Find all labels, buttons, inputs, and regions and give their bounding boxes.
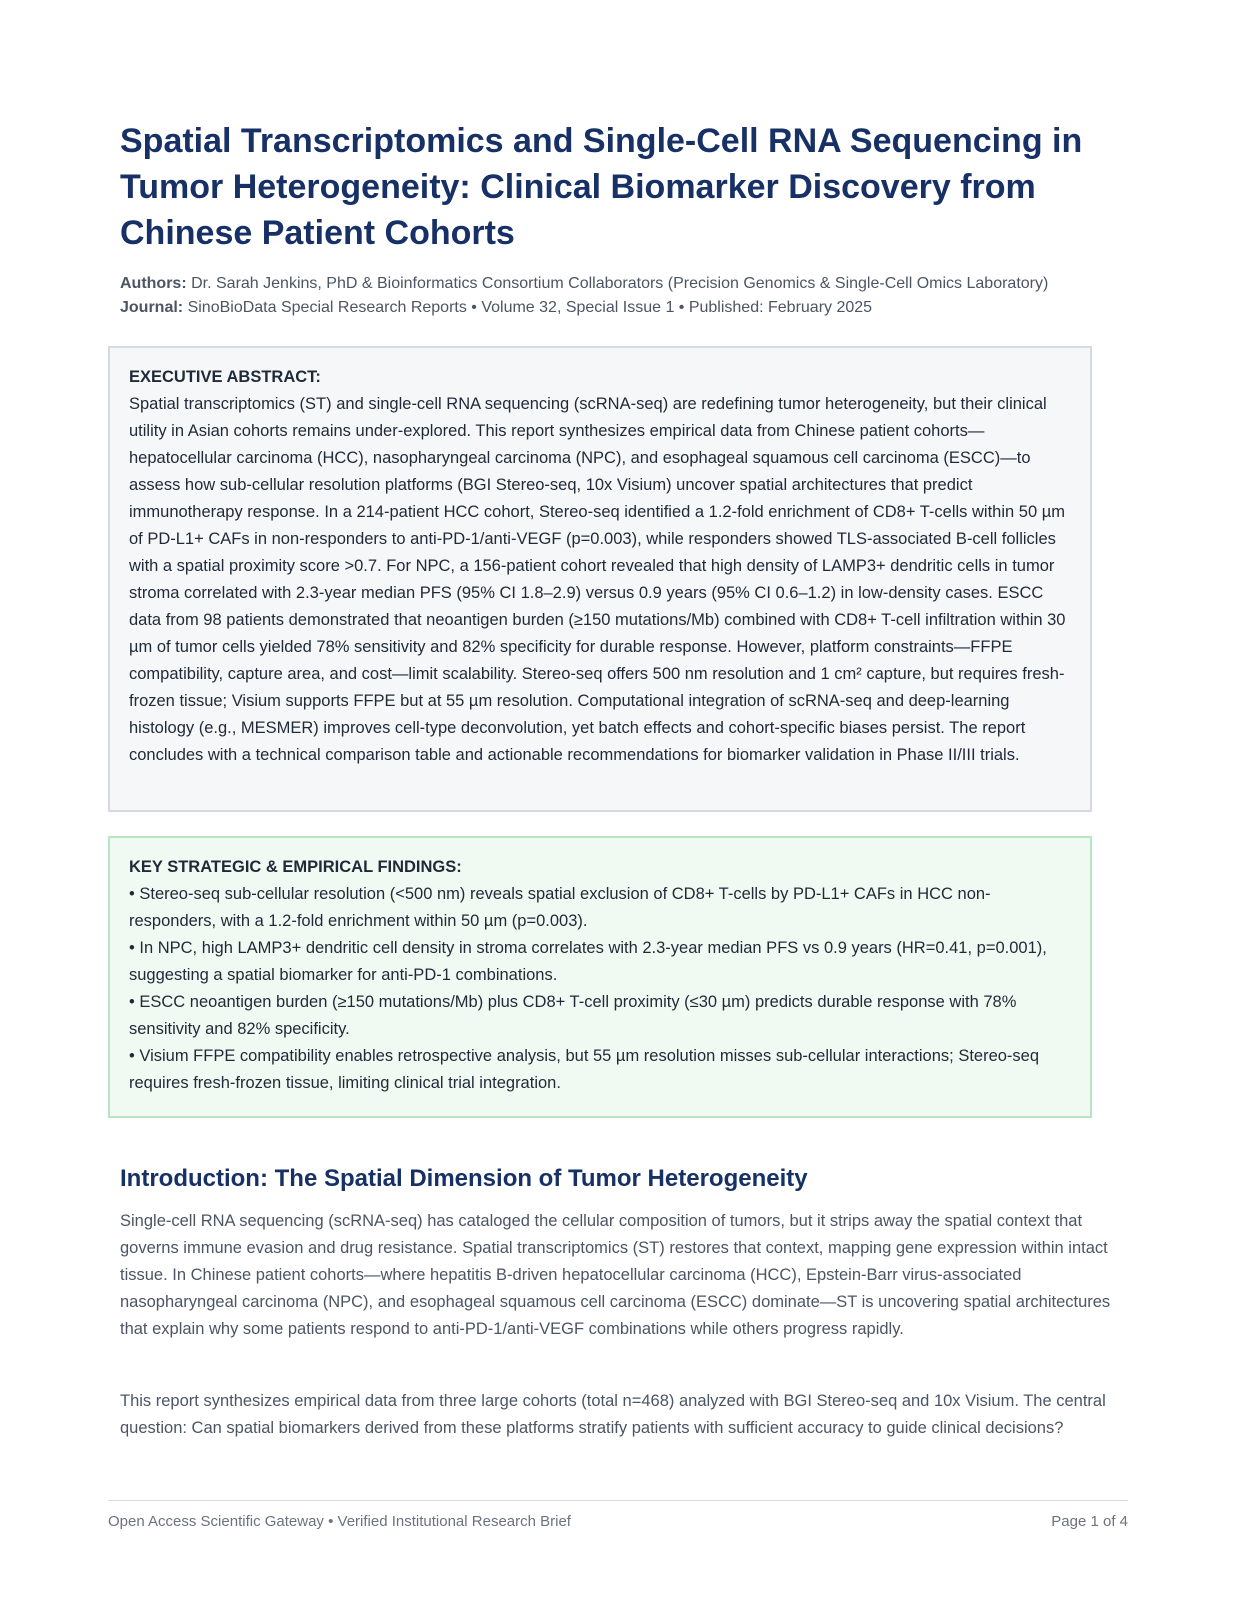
finding-item: • Stereo-seq sub-cellular resolution (<500 nm) reveals spatial exclusion of CD8+ T-cells by PD-L1+ CAFs in HCC non-responders, with a 1.2-fold enrichment within 50 µm (p=0.003).: [129, 885, 991, 930]
authors-label: Authors:: [120, 275, 187, 292]
authors-text: Dr. Sarah Jenkins, PhD & Bioinformatics Consortium Collaborators (Precision Genomics & Single-Cell Omics Laboratory): [191, 275, 1049, 292]
introduction-paragraph: This report synthesizes empirical data from three large cohorts (total n=468) analyzed with BGI Stereo-seq and 10x Visium. The central question: Can spatial biomarkers derived from these platforms stratify patients with sufficient accuracy to guide clinical decisions?: [120, 1392, 1106, 1437]
footer-divider: [108, 1500, 1128, 1501]
page-number: Page 1 of 4: [1051, 1513, 1128, 1530]
findings-heading: KEY STRATEGIC & EMPIRICAL FINDINGS:: [129, 858, 462, 876]
journal-text: SinoBioData Special Research Reports • Volume 32, Special Issue 1 • Published: February 2025: [187, 299, 873, 316]
finding-item: • In NPC, high LAMP3+ dendritic cell density in stroma correlates with 2.3-year median PFS vs 0.9 years (HR=0.41, p=0.001), suggesting a spatial biomarker for anti-PD-1 combinations.: [129, 939, 1047, 984]
finding-item: • ESCC neoantigen burden (≥150 mutations/Mb) plus CD8+ T-cell proximity (≤30 µm) predicts durable response with 78% sensitivity and 82% specificity.: [129, 993, 1017, 1038]
finding-item: • Visium FFPE compatibility enables retrospective analysis, but 55 µm resolution misses sub-cellular interactions; Stereo-seq requires fresh-frozen tissue, limiting clinical trial integration.: [129, 1047, 1040, 1092]
introduction-paragraph: Single-cell RNA sequencing (scRNA-seq) has cataloged the cellular composition of tumors, but it strips away the spatial context that governs immune evasion and drug resistance. Spatial transcriptomics (ST) restores that context, mapping gene expression within intact tissue. In Chinese patient cohorts—where hepatitis B-driven hepatocellular carcinoma (HCC), Epstein-Barr virus-associated nasopharyngeal carcinoma (NPC), and esophageal squamous cell carcinoma (ESCC) dominate—ST is uncovering spatial architectures that explain why some patients respond to anti-PD-1/anti-VEGF combinations while others progress rapidly.: [120, 1212, 1111, 1338]
footer-source: Open Access Scientific Gateway • Verified Institutional Research Brief: [108, 1513, 571, 1530]
abstract-text: Spatial transcriptomics (ST) and single-cell RNA sequencing (scRNA-seq) are redefining tumor heterogeneity, but their clinical utility in Asian cohorts remains under-explored. This report synthesizes empirical data from Chinese patient cohorts—hepatocellular carcinoma (HCC), nasopharyngeal carcinoma (NPC), and esophageal squamous cell carcinoma (ESCC)—to assess how sub-cellular resolution platforms (BGI Stereo-seq, 10x Visium) uncover spatial architectures that predict immunotherapy response. In a 214-patient HCC cohort, Stereo-seq identified a 1.2-fold enrichment of CD8+ T-cells within 50 µm of PD-L1+ CAFs in non-responders to anti-PD-1/anti-VEGF (p=0.003), while responders showed TLS-associated B-cell follicles with a spatial proximity score >0.7. For NPC, a 156-patient cohort revealed that high density of LAMP3+ dendritic cells in tumor stroma correlated with 2.3-year median PFS (95% CI 1.8–2.9) versus 0.9 years (95% CI 0.6–1.2) in low-density cases. ESCC data from 98 patients demonstrated that neoantigen burden (≥150 mutations/Mb) combined with CD8+ T-cell infiltration within 30 µm of tumor cells yielded 78% sensitivity and 82% specificity for durable response. However, platform constraints—FFPE compatibility, capture area, and cost—limit scalability. Stereo-seq offers 500 nm resolution and 1 cm² capture, but requires fresh-frozen tissue; Visium supports FFPE but at 55 µm resolution. Computational integration of scRNA-seq and deep-learning histology (e.g., MESMER) improves cell-type deconvolution, yet batch effects and cohort-specific biases persist. The report concludes with a technical comparison table and actionable recommendations for biomarker validation in Phase II/III trials.: [129, 395, 1066, 764]
journal-label: Journal:: [120, 299, 184, 316]
abstract-heading: EXECUTIVE ABSTRACT:: [129, 368, 321, 386]
authors-line: [120, 272, 1120, 296]
introduction-heading: Introduction: The Spatial Dimension of Tumor Heterogeneity: [120, 1165, 808, 1192]
journal-line: [120, 296, 1120, 320]
abstract-box: [108, 346, 1092, 812]
findings-box: [108, 836, 1092, 1118]
paper-title: Spatial Transcriptomics and Single-Cell RNA Sequencing in Tumor Heterogeneity: Clinical Biomarker Discovery from Chinese Patient Cohorts: [120, 122, 1083, 252]
paper-meta: [120, 272, 1120, 320]
